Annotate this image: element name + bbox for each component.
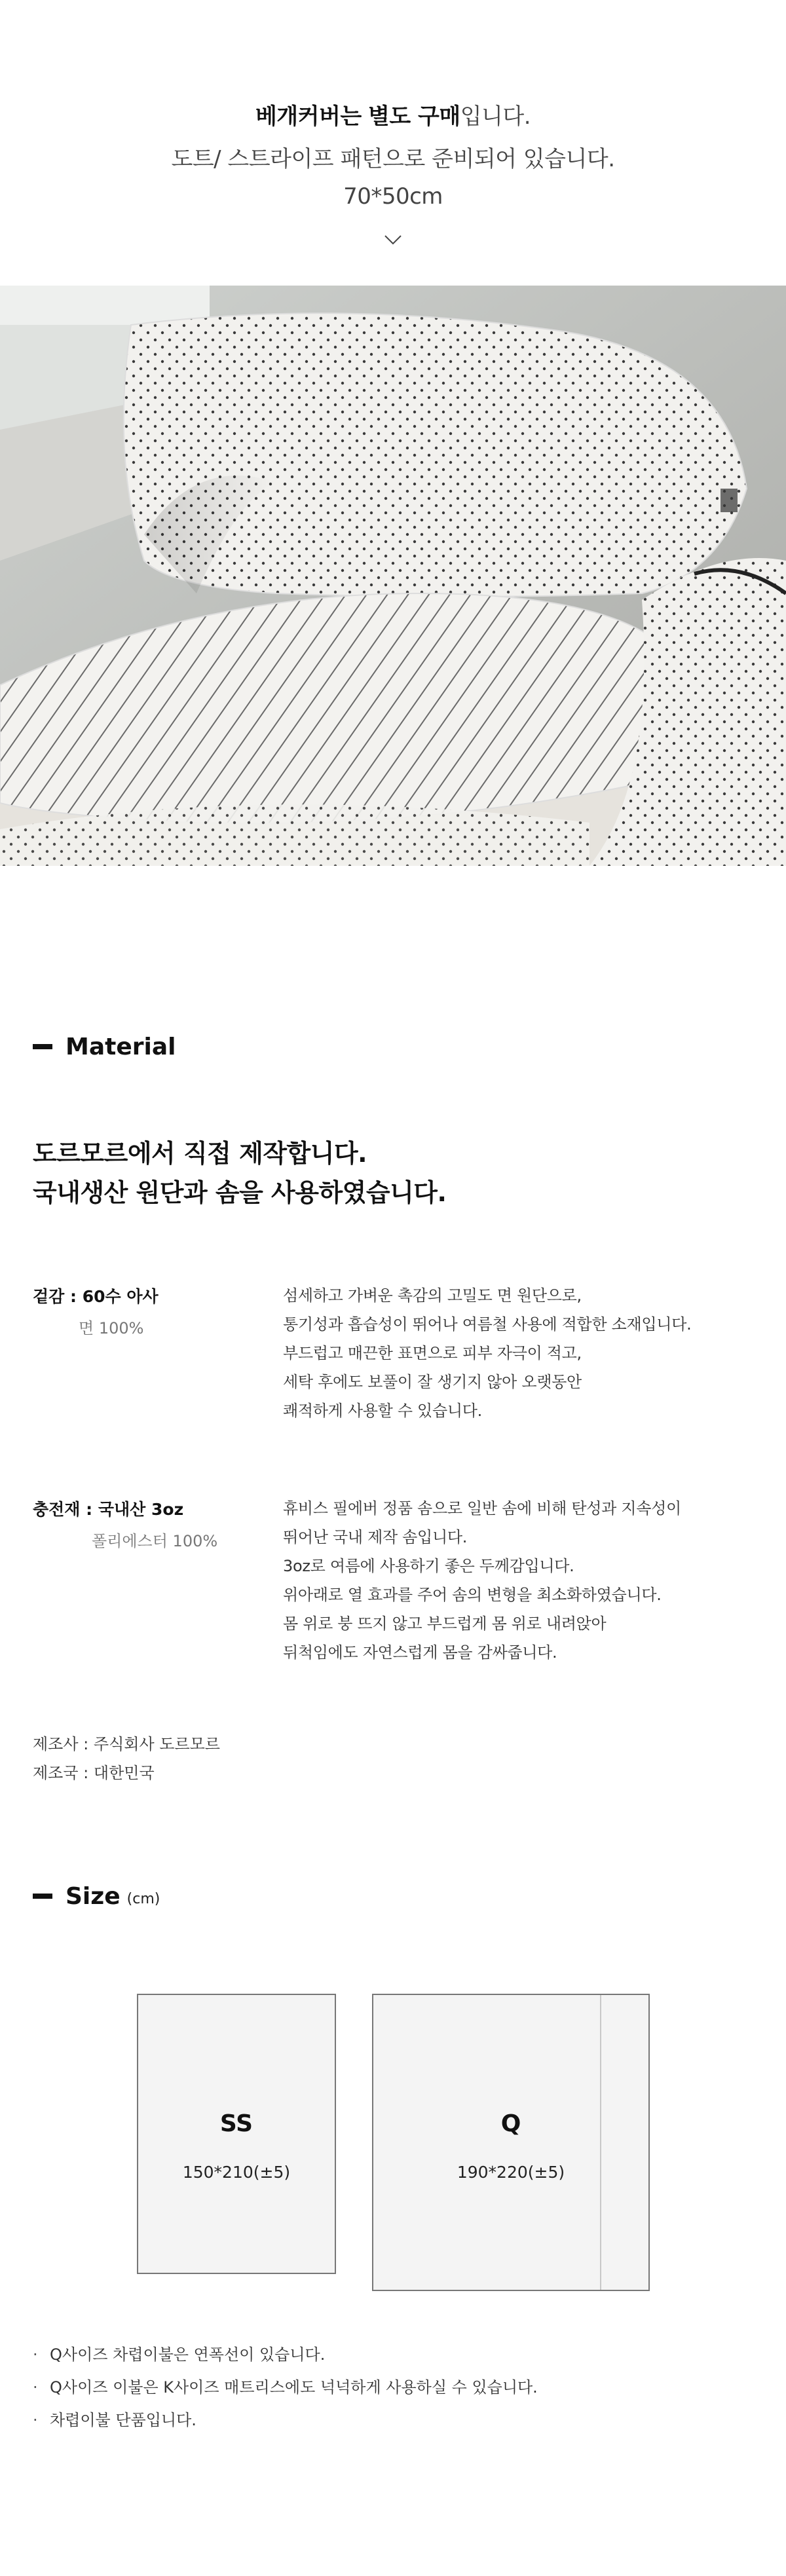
note-item: · Q사이즈 이불은 K사이즈 매트리스에도 넉넉하게 사용하실 수 있습니다. bbox=[33, 2371, 538, 2404]
spec-sub-filling: 폴리에스터 100% bbox=[92, 1532, 218, 1550]
maker-country: 제조국 : 대한민국 bbox=[33, 1764, 155, 1782]
note-text: Q사이즈 이불은 K사이즈 매트리스에도 넉넉하게 사용하실 수 있습니다. bbox=[50, 2378, 538, 2397]
material-section-title bbox=[33, 1034, 176, 1060]
spec-name-filling: 충전재 : 국내산 3oz bbox=[33, 1500, 184, 1519]
product-photo bbox=[0, 286, 786, 866]
intro-line-1-rest: 입니다. bbox=[460, 103, 531, 130]
desc-line: 휴비스 필에버 정품 솜으로 일반 솜에 비해 탄성과 지속성이 bbox=[283, 1499, 681, 1518]
maker-company: 제조사 : 주식회사 도르모르 bbox=[33, 1735, 220, 1753]
desc-line: 섬세하고 가벼운 촉감의 고밀도 면 원단으로, bbox=[283, 1286, 582, 1305]
size-box-q bbox=[372, 1994, 650, 2291]
maker-info bbox=[33, 1730, 220, 1787]
intro-line-2: 도트/ 스트라이프 패턴으로 준비되어 있습니다. bbox=[171, 146, 615, 172]
title-bar-icon bbox=[33, 1044, 52, 1049]
desc-line: 3oz로 여름에 사용하기 좋은 두께감입니다. bbox=[283, 1557, 574, 1575]
intro-line-1 bbox=[0, 98, 786, 130]
seam-line bbox=[600, 1995, 601, 2290]
intro-section bbox=[0, 0, 786, 286]
desc-line: 통기성과 흡습성이 뛰어나 여름철 사용에 적합한 소재입니다. bbox=[283, 1315, 692, 1334]
chevron-down-icon bbox=[384, 231, 402, 249]
note-item: · 차렵이불 단품입니다. bbox=[33, 2404, 538, 2436]
desc-line: 위아래로 열 효과를 주어 솜의 변형을 최소화하였습니다. bbox=[283, 1586, 662, 1604]
note-text: 차렵이불 단품입니다. bbox=[50, 2411, 196, 2429]
note-text: Q사이즈 차렵이불은 연폭선이 있습니다. bbox=[50, 2345, 326, 2364]
spec-sub-outer: 면 100% bbox=[79, 1319, 144, 1337]
intro-bold-2: 별도 구매 bbox=[367, 103, 460, 130]
material-headline-1: 도르모르에서 직접 제작합니다. bbox=[33, 1139, 367, 1168]
spec-desc-outer bbox=[283, 1281, 691, 1425]
desc-line: 부드럽고 매끈한 표면으로 피부 자극이 적고, bbox=[283, 1344, 582, 1362]
desc-line: 몸 위로 붕 뜨지 않고 부드럽게 몸 위로 내려앉아 bbox=[283, 1615, 607, 1633]
size-notes bbox=[33, 2338, 538, 2436]
spec-desc-filling bbox=[283, 1494, 681, 1667]
size-code: SS bbox=[219, 2110, 253, 2137]
material-headline-2: 국내생산 원단과 솜을 사용하였습니다. bbox=[33, 1178, 447, 1207]
size-dimension: 150*210(±5) bbox=[182, 2163, 291, 2182]
size-code: Q bbox=[500, 2110, 521, 2137]
spec-name-outer: 겉감 : 60수 아사 bbox=[33, 1287, 159, 1306]
size-unit: (cm) bbox=[126, 1890, 160, 1907]
intro-bold-1: 베개커버는 bbox=[255, 103, 362, 130]
material-title: Material bbox=[66, 1033, 176, 1060]
size-title: Size bbox=[66, 1882, 121, 1910]
size-dimension: 190*220(±5) bbox=[457, 2163, 565, 2182]
pillows-illustration bbox=[0, 286, 786, 866]
desc-line: 뒤척임에도 자연스럽게 몸을 감싸줍니다. bbox=[283, 1643, 557, 1662]
intro-size: 70*50cm bbox=[343, 183, 443, 210]
desc-line: 세탁 후에도 보풀이 잘 생기지 않아 오랫동안 bbox=[283, 1373, 582, 1391]
size-section-title bbox=[33, 1883, 160, 1909]
note-item: · Q사이즈 차렵이불은 연폭선이 있습니다. bbox=[33, 2338, 538, 2371]
title-bar-icon bbox=[33, 1894, 52, 1899]
size-box-ss bbox=[137, 1994, 336, 2274]
desc-line: 쾌적하게 사용할 수 있습니다. bbox=[283, 1402, 482, 1420]
desc-line: 뛰어난 국내 제작 솜입니다. bbox=[283, 1528, 468, 1546]
